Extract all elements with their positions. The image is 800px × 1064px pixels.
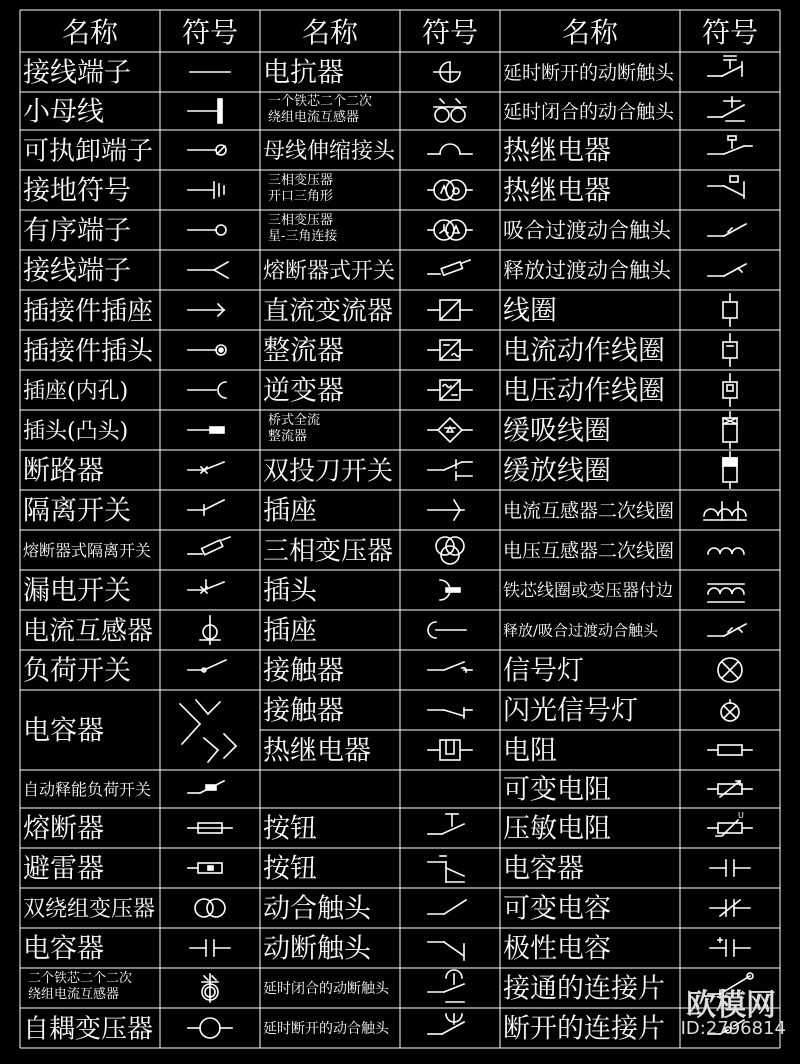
symbol-name-line: 三相变压器	[268, 173, 334, 188]
polar-capacitor-icon	[710, 938, 750, 956]
row-name	[263, 536, 393, 566]
symbol-name: 按钮	[263, 813, 317, 845]
row-name	[23, 616, 153, 646]
row-name	[263, 1020, 390, 1037]
symbol-name: 断开的连接片	[503, 1013, 665, 1045]
symbol-name: 动合触头	[263, 893, 371, 925]
symbol-name: 整流器	[263, 335, 344, 367]
row-name	[23, 58, 131, 89]
row-name	[28, 970, 132, 1002]
row-name	[263, 980, 390, 997]
row-name	[23, 336, 154, 366]
variable-resistor-icon	[708, 781, 752, 797]
symbol-name: 电压动作线圈	[503, 375, 665, 407]
vt-secondary-coil-icon	[708, 548, 744, 554]
symbol-name: 接线端子	[23, 255, 131, 287]
row-name	[263, 376, 344, 407]
symbol-name-line: 开口三角形	[268, 189, 334, 204]
row-name	[23, 496, 131, 527]
row-name	[263, 814, 317, 845]
socket-icon	[428, 500, 464, 520]
pull-in-transition-icon	[708, 224, 746, 236]
symbol-name: 延时闭合的动合触头	[503, 100, 675, 123]
load-switch-icon	[188, 660, 226, 672]
fuse-switch-icon	[428, 260, 470, 275]
connector-socket-icon	[188, 304, 224, 316]
thermal-relay-contact-icon	[708, 136, 752, 154]
circuit-breaker-icon	[188, 462, 224, 473]
symbol-name: 母线伸缩接头	[263, 138, 396, 164]
slow-pickup-coil-icon	[723, 412, 737, 448]
row-name	[23, 296, 153, 326]
row-name	[263, 736, 371, 767]
capacitor-symbol-icon	[710, 860, 750, 876]
no-contact-icon	[428, 900, 466, 914]
capacitor-large-icon	[180, 700, 236, 762]
row-name	[503, 176, 611, 207]
symbol-name: 电压互感器二次线圈	[503, 539, 675, 562]
row-name	[263, 934, 372, 965]
row-name	[503, 621, 659, 639]
row-name	[503, 416, 611, 447]
bridge-rectifier-icon	[428, 418, 472, 442]
row-name	[503, 499, 674, 522]
symbol-name: 电容器	[23, 715, 104, 747]
symbol-name: 动断触头	[263, 933, 371, 965]
watermark-id: ID:2796814	[680, 1018, 786, 1039]
symbol-name: 隔离开关	[23, 495, 131, 527]
symbol-name: 可变电容	[503, 893, 611, 925]
symbol-name: 接通的连接片	[503, 973, 665, 1005]
symbol-name: 负荷开关	[23, 655, 131, 687]
symbol-name: 漏电开关	[23, 575, 131, 607]
contactor-icon	[428, 662, 472, 672]
busbar-expansion-icon	[428, 144, 472, 154]
fuse-disconnector-icon	[188, 537, 230, 555]
row-name	[23, 656, 131, 687]
symbol-name: 电流动作线圈	[503, 335, 665, 367]
row-name	[263, 616, 317, 647]
row-name	[503, 376, 665, 407]
symbol-name: 释放过渡动合触头	[503, 258, 671, 283]
symbol-name: 避雷器	[23, 853, 104, 885]
row-name	[263, 656, 344, 687]
socket-inner-icon	[188, 382, 226, 398]
symbol-name: 铁芯线圈或变压器付边	[503, 581, 673, 602]
row-name	[263, 58, 344, 89]
thermal-relay-nc-icon	[708, 176, 744, 198]
row-name	[503, 814, 611, 845]
push-button-nc-icon	[428, 856, 464, 882]
symbol-name: 插座(内孔)	[23, 378, 129, 404]
row-name	[503, 696, 638, 727]
symbol-name: 电容器	[23, 933, 104, 965]
inverter-icon	[428, 380, 472, 400]
row-name	[268, 212, 337, 244]
symbol-name: 插头(凸头)	[23, 418, 129, 444]
symbol-name: 延时闭合的动断触头	[263, 981, 389, 998]
symbol-name: 接线端子	[23, 57, 131, 89]
resistor-icon	[708, 745, 752, 755]
reactor-icon	[434, 62, 460, 82]
watermark-brand: 欧模网	[686, 988, 776, 1023]
header-symbol: 符号	[181, 16, 239, 49]
symbol-name: 延时断开的动断触头	[503, 61, 675, 84]
three-phase-transformer-icon	[436, 537, 464, 564]
coil-icon	[723, 294, 737, 326]
symbol-name: 双投刀开关	[263, 456, 394, 487]
row-name	[503, 974, 665, 1005]
row-name	[23, 97, 104, 128]
row-name	[23, 216, 131, 247]
rectifier-icon	[428, 340, 472, 360]
symbol-name: 插座	[263, 615, 317, 647]
symbol-name-line: 星-三角连接	[268, 229, 338, 244]
autotransformer-icon	[188, 1018, 232, 1038]
voltage-coil-icon	[723, 374, 737, 406]
symbol-name: 电流互感器二次线圈	[503, 499, 675, 522]
row-name	[23, 541, 151, 560]
symbol-name: 按钮	[263, 853, 317, 885]
row-name	[503, 854, 584, 885]
header-symbol: 符号	[421, 16, 479, 49]
symbol-name: 有序端子	[23, 215, 131, 247]
row-name	[23, 576, 131, 607]
symbol-name-line: 桥式全流	[268, 413, 321, 428]
thermal-relay-icon	[428, 740, 472, 760]
symbol-name: 逆变器	[263, 375, 344, 407]
symbol-name: 小母线	[23, 96, 104, 128]
symbol-name: 电流互感器	[23, 616, 154, 647]
row-name	[23, 176, 131, 207]
iron-core-coil-icon	[708, 584, 744, 602]
symbol-name: 热继电器	[503, 175, 611, 207]
symbol-name: 延时断开的动合触头	[263, 1021, 389, 1038]
symbol-name: 断路器	[23, 455, 104, 487]
release-pull-contact-icon	[708, 624, 746, 636]
two-winding-transformer-icon	[195, 899, 225, 917]
row-name	[263, 296, 393, 326]
nc-contact-icon	[428, 942, 464, 960]
header-name: 名称	[61, 16, 119, 49]
symbol-name: 信号灯	[503, 655, 584, 687]
current-transformer-icon	[200, 616, 220, 644]
symbol-name-line: 三相变压器	[268, 213, 334, 228]
symbol-name: 压敏电阻	[503, 813, 611, 845]
symbol-name: 直流变流器	[263, 296, 394, 327]
row-name	[23, 934, 104, 965]
row-name	[23, 1014, 153, 1044]
header-name: 名称	[301, 16, 359, 49]
flash-lamp-icon	[721, 700, 739, 721]
socket-alt-icon	[428, 622, 466, 638]
single-core-ct-icon	[434, 99, 466, 122]
delay-open-nc-icon	[708, 56, 742, 76]
variable-capacitor-icon	[710, 900, 750, 916]
row-name	[503, 894, 611, 925]
symbol-name: 电容器	[503, 853, 584, 885]
row-name	[23, 716, 104, 747]
header-row	[62, 16, 758, 49]
row-name	[503, 934, 611, 965]
row-name	[263, 259, 395, 284]
symbol-name: 热继电器	[263, 735, 371, 767]
symbol-name: 三相变压器	[263, 536, 394, 567]
dual-core-ct-icon	[202, 974, 218, 1002]
row-name	[503, 101, 675, 123]
delay-close-nc-icon	[428, 970, 464, 1002]
symbol-name-line: 一个铁芯二个二次	[268, 94, 373, 109]
row-name	[503, 259, 672, 283]
row-name	[23, 897, 155, 922]
current-coil-icon	[723, 334, 737, 366]
row-name	[263, 456, 393, 486]
symbol-name: 插头	[263, 575, 317, 607]
row-name	[268, 172, 333, 204]
row-name	[263, 576, 318, 607]
header-symbol: 符号	[701, 16, 759, 49]
removable-terminal-icon	[188, 145, 226, 155]
row-name	[23, 136, 153, 166]
connector-plug-icon	[188, 345, 226, 355]
ground-icon	[188, 182, 224, 198]
symbol-name-line: 绕组电流互感器	[268, 110, 360, 125]
symbol-name: 接触器	[263, 655, 344, 687]
row-name	[263, 854, 317, 885]
row-name	[23, 854, 104, 885]
row-name	[23, 379, 128, 404]
row-name	[503, 1014, 665, 1045]
capacitor-icon	[190, 940, 230, 956]
symbol-name: 双绕组变压器	[23, 896, 156, 922]
symbol-name: 热继电器	[503, 135, 611, 167]
symbol-name: 电阻	[503, 735, 557, 767]
symbol-name: 缓吸线圈	[503, 415, 611, 447]
symbol-name-line: 整流器	[268, 429, 308, 444]
dc-converter-icon	[428, 300, 472, 320]
header-name: 名称	[561, 16, 619, 49]
row-name	[23, 256, 131, 287]
three-phase-star-delta-icon	[428, 220, 472, 240]
symbol-name: 闪光信号灯	[503, 695, 638, 727]
open-link-icon	[708, 1020, 744, 1034]
row-name	[263, 696, 344, 727]
row-name	[23, 780, 151, 799]
row-name	[503, 456, 611, 487]
contactor-nc-icon	[428, 708, 472, 718]
symbol-name: 熔断器式隔离开关	[23, 540, 152, 560]
release-transition-icon	[708, 264, 746, 276]
row-name	[503, 736, 557, 767]
row-name	[23, 814, 104, 845]
row-name	[263, 894, 372, 925]
symbol-name: 自动释能负荷开关	[23, 779, 152, 799]
row-name	[503, 775, 611, 806]
row-name	[503, 656, 584, 687]
symbol-name-line: 绕组电流互感器	[28, 987, 120, 1002]
symbol-name: 电抗器	[263, 57, 344, 89]
plug-pin-icon	[188, 427, 224, 433]
row-name	[263, 496, 317, 527]
delay-open-no-icon	[428, 1014, 464, 1034]
symbol-name: 插座	[263, 495, 317, 527]
symbol-name: 线圈	[503, 295, 557, 327]
row-name	[263, 139, 396, 164]
row-name	[503, 136, 611, 167]
varistor-icon	[708, 811, 752, 836]
row-name	[503, 539, 674, 562]
push-button-icon	[428, 814, 464, 834]
arrester-icon	[188, 863, 222, 873]
symbol-name: 极性电容	[503, 933, 611, 965]
symbol-name: 自耦变压器	[23, 1014, 154, 1045]
row-name	[263, 336, 344, 367]
symbol-name: 熔断器式开关	[263, 258, 396, 284]
symbol-name-line: 二个铁芯二个二次	[28, 971, 133, 986]
small-busbar-icon	[188, 99, 222, 123]
row-name	[503, 581, 673, 601]
leakage-switch-icon	[188, 580, 224, 593]
three-phase-open-delta-icon	[428, 180, 472, 200]
symbol-name: 释放/吸合过渡动合触头	[503, 621, 659, 640]
symbol-name: 熔断器	[23, 813, 104, 845]
disconnector-icon	[188, 500, 224, 515]
ct-secondary-coil-icon	[704, 502, 746, 520]
symbol-name: 插接件插头	[23, 336, 154, 367]
row-name	[503, 62, 675, 84]
ordered-terminal-icon	[188, 225, 226, 235]
symbol-name: 吸合过渡动合触头	[503, 218, 671, 243]
slow-release-coil-icon	[723, 452, 737, 488]
row-name	[23, 419, 128, 444]
fuse-icon	[188, 823, 232, 833]
svg-text:U: U	[738, 811, 744, 820]
terminal-wedge-icon	[188, 262, 228, 278]
auto-release-switch-icon	[188, 781, 224, 793]
plug-icon	[440, 580, 460, 600]
row-name	[503, 219, 672, 243]
symbol-name: 可变电阻	[503, 774, 611, 806]
closed-link-icon	[708, 973, 753, 998]
symbol-name: 接触器	[263, 695, 344, 727]
symbol-name: 缓放线圈	[503, 455, 611, 487]
signal-lamp-icon	[718, 658, 742, 682]
row-name	[268, 93, 372, 125]
row-name	[23, 456, 104, 487]
symbol-name: 接地符号	[23, 175, 131, 207]
table-body	[23, 56, 753, 1045]
symbol-name: 可执卸端子	[23, 136, 154, 167]
row-name	[268, 412, 320, 444]
double-throw-switch-icon	[428, 460, 472, 480]
delay-close-no-icon	[708, 97, 744, 121]
row-name	[503, 296, 557, 327]
symbol-name: 插接件插座	[23, 296, 154, 327]
row-name	[503, 336, 665, 367]
